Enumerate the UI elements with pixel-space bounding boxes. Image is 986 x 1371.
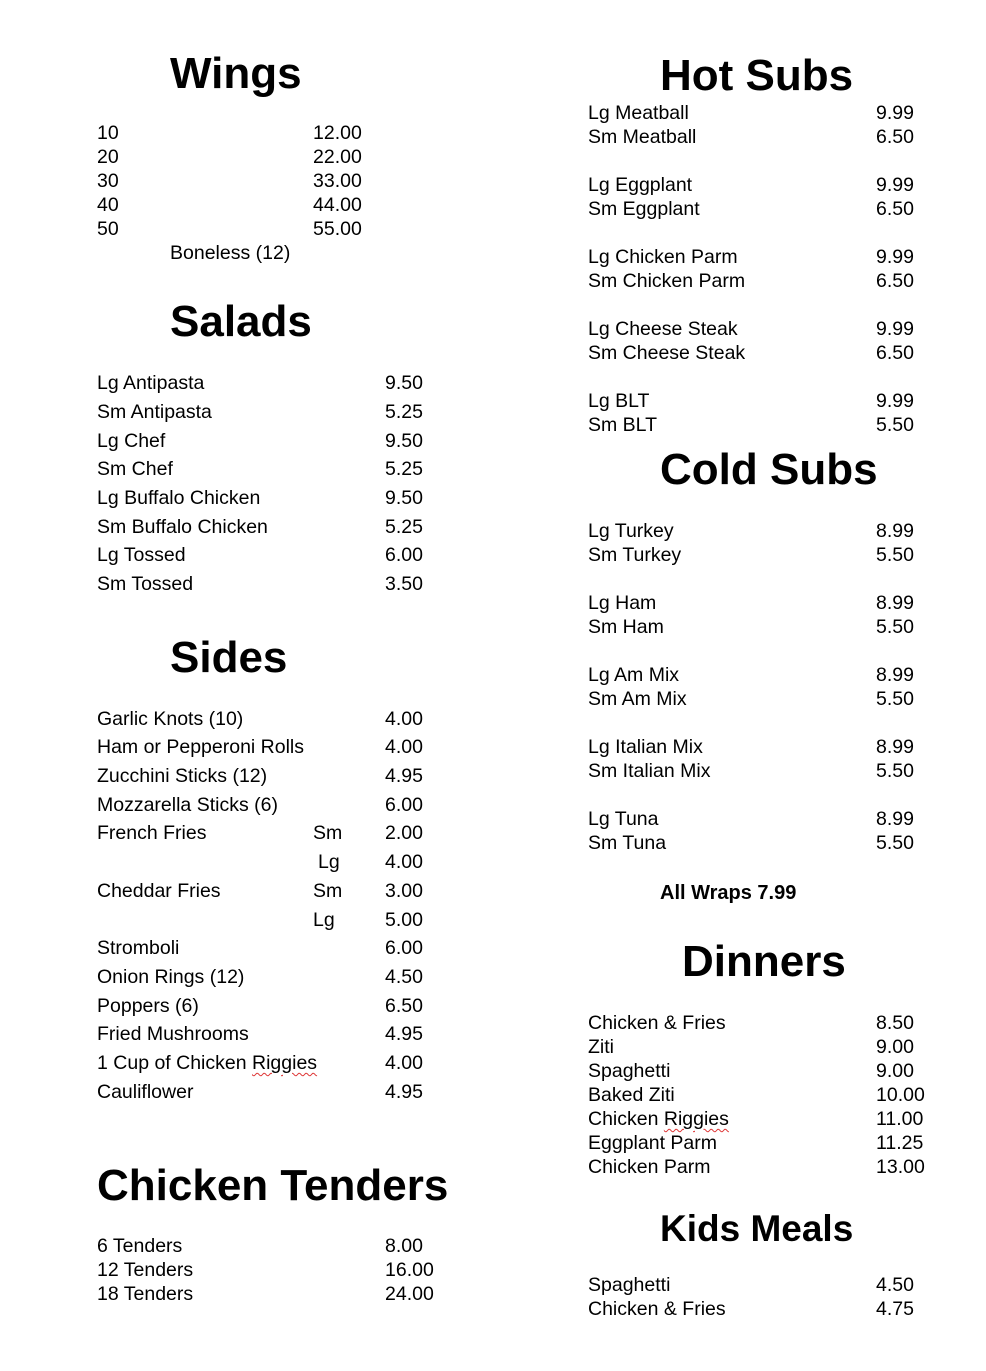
item-name: Sm Eggplant <box>588 198 700 220</box>
item-price: 9.00 <box>876 1036 914 1058</box>
item-name: Poppers (6) <box>97 995 199 1017</box>
sides-heading: Sides <box>170 633 288 682</box>
item-name: Sm Chicken Parm <box>588 270 746 292</box>
item-name: Lg Meatball <box>588 102 689 124</box>
item-name: Sm Cheese Steak <box>588 342 746 364</box>
item-price: 55.00 <box>313 218 362 240</box>
item-name: Zucchini Sticks (12) <box>97 765 268 787</box>
item-price: 16.00 <box>385 1259 434 1281</box>
item-price: 4.00 <box>385 736 423 758</box>
item-price: 8.99 <box>876 592 914 614</box>
item-price: 6.00 <box>385 937 423 959</box>
item-price: 6.50 <box>385 995 423 1017</box>
item-price: 8.99 <box>876 664 914 686</box>
item-name: French Fries <box>97 822 207 844</box>
tenders-heading: Chicken Tenders <box>97 1161 449 1210</box>
item-name: Sm Meatball <box>588 126 697 148</box>
item-price: 5.50 <box>876 544 914 566</box>
item-name: Stromboli <box>97 937 180 959</box>
cold-subs-heading: Cold Subs <box>660 445 878 494</box>
item-price: 5.50 <box>876 414 914 436</box>
item-name: 10 <box>97 122 119 144</box>
item-price: 9.99 <box>876 246 914 268</box>
item-price: 9.99 <box>876 390 914 412</box>
item-name: 40 <box>97 194 119 216</box>
item-price: 4.95 <box>385 1081 423 1103</box>
item-price: 24.00 <box>385 1283 434 1305</box>
item-price: 3.00 <box>385 880 423 902</box>
item-name: Lg BLT <box>588 390 650 412</box>
item-price: 5.50 <box>876 760 914 782</box>
item-name: 6 Tenders <box>97 1235 183 1257</box>
item-price: 11.00 <box>876 1108 924 1130</box>
item-name: Lg Chef <box>97 430 166 452</box>
item-name: Lg Cheese Steak <box>588 318 738 340</box>
item-price: 33.00 <box>313 170 362 192</box>
item-price: 13.00 <box>876 1156 925 1178</box>
item-price: 5.25 <box>385 458 423 480</box>
wings-boneless: Boneless (12) <box>170 242 291 264</box>
item-size: Sm <box>313 822 343 844</box>
item-price: 3.50 <box>385 573 423 595</box>
item-name: Sm Turkey <box>588 544 682 566</box>
item-price: 4.75 <box>876 1298 914 1320</box>
item-price: 5.25 <box>385 401 423 423</box>
item-name: 20 <box>97 146 119 168</box>
dinners-heading: Dinners <box>682 937 846 986</box>
item-price: 5.50 <box>876 832 914 854</box>
item-price: 6.50 <box>876 270 914 292</box>
item-price: 6.50 <box>876 126 914 148</box>
item-price: 9.50 <box>385 430 423 452</box>
item-price: 4.00 <box>385 1052 423 1074</box>
item-name: Lg Tuna <box>588 808 659 830</box>
item-name: Cauliflower <box>97 1081 194 1103</box>
item-name: Lg Tossed <box>97 544 186 566</box>
item-name: Lg Italian Mix <box>588 736 703 758</box>
item-price: 6.00 <box>385 544 423 566</box>
item-name: Chicken & Fries <box>588 1012 726 1034</box>
item-price: 4.95 <box>385 1023 423 1045</box>
item-price: 5.50 <box>876 688 914 710</box>
item-name: Cheddar Fries <box>97 880 221 902</box>
item-price: 2.00 <box>385 822 423 844</box>
item-name: Lg Buffalo Chicken <box>97 487 261 509</box>
item-name: 50 <box>97 218 119 240</box>
item-price: 5.50 <box>876 616 914 638</box>
item-price: 5.00 <box>385 909 423 931</box>
item-name: 30 <box>97 170 119 192</box>
item-name: Spaghetti <box>588 1060 671 1082</box>
item-name: Sm Italian Mix <box>588 760 711 782</box>
item-name: Sm Tuna <box>588 832 667 854</box>
item-name: Sm BLT <box>588 414 657 436</box>
item-price: 44.00 <box>313 194 362 216</box>
item-price: 4.50 <box>876 1274 914 1296</box>
item-price: 8.99 <box>876 736 914 758</box>
item-name: Sm Chef <box>97 458 173 480</box>
item-price: 8.00 <box>385 1235 423 1257</box>
item-name: Fried Mushrooms <box>97 1023 249 1045</box>
item-price: 4.95 <box>385 765 423 787</box>
item-name: Ham or Pepperoni Rolls <box>97 736 305 758</box>
item-price: 9.50 <box>385 372 423 394</box>
item-price: 8.50 <box>876 1012 914 1034</box>
item-name: Chicken & Fries <box>588 1298 726 1320</box>
item-price: 9.99 <box>876 102 914 124</box>
wings-heading: Wings <box>170 49 302 98</box>
item-price: 8.99 <box>876 808 914 830</box>
item-size: Sm <box>313 880 343 902</box>
item-price: 9.99 <box>876 174 914 196</box>
item-name: Baked Ziti <box>588 1084 675 1106</box>
item-name: Lg Am Mix <box>588 664 680 686</box>
item-name: Chicken Parm <box>588 1156 711 1178</box>
item-price: 10.00 <box>876 1084 925 1106</box>
hot-subs-heading: Hot Subs <box>660 51 854 100</box>
item-size: Lg <box>318 851 340 873</box>
item-name: Sm Antipasta <box>97 401 212 423</box>
item-name: Lg Turkey <box>588 520 674 542</box>
item-name: Lg Antipasta <box>97 372 205 394</box>
item-size: Lg <box>313 909 335 931</box>
item-price: 6.50 <box>876 198 914 220</box>
item-name: Ziti <box>588 1036 614 1058</box>
item-name: 12 Tenders <box>97 1259 194 1281</box>
item-price: 9.00 <box>876 1060 914 1082</box>
item-name: Sm Tossed <box>97 573 194 595</box>
item-name: Chicken Riggies <box>588 1108 729 1130</box>
item-name: Sm Ham <box>588 616 664 638</box>
item-price: 12.00 <box>313 122 362 144</box>
kids-heading: Kids Meals <box>660 1208 854 1249</box>
item-price: 9.50 <box>385 487 423 509</box>
item-price: 6.50 <box>876 342 914 364</box>
item-name: Eggplant Parm <box>588 1132 717 1154</box>
item-name: Onion Rings (12) <box>97 966 245 988</box>
item-price: 9.99 <box>876 318 914 340</box>
item-name: Lg Chicken Parm <box>588 246 738 268</box>
item-name: 1 Cup of Chicken Riggies <box>97 1052 318 1074</box>
item-name: Lg Ham <box>588 592 657 614</box>
item-name: Sm Am Mix <box>588 688 687 710</box>
item-price: 4.00 <box>385 851 423 873</box>
salads-heading: Salads <box>170 297 312 346</box>
item-price: 8.99 <box>876 520 914 542</box>
item-price: 22.00 <box>313 146 362 168</box>
item-name: Sm Buffalo Chicken <box>97 516 268 538</box>
item-name: Lg Eggplant <box>588 174 693 196</box>
wraps-note: All Wraps 7.99 <box>660 882 797 904</box>
item-name: Garlic Knots (10) <box>97 708 244 730</box>
item-name: 18 Tenders <box>97 1283 194 1305</box>
item-price: 4.00 <box>385 708 423 730</box>
item-name: Mozzarella Sticks (6) <box>97 794 278 816</box>
item-price: 11.25 <box>876 1132 924 1154</box>
item-price: 4.50 <box>385 966 423 988</box>
item-name: Spaghetti <box>588 1274 671 1296</box>
item-price: 5.25 <box>385 516 423 538</box>
item-price: 6.00 <box>385 794 423 816</box>
